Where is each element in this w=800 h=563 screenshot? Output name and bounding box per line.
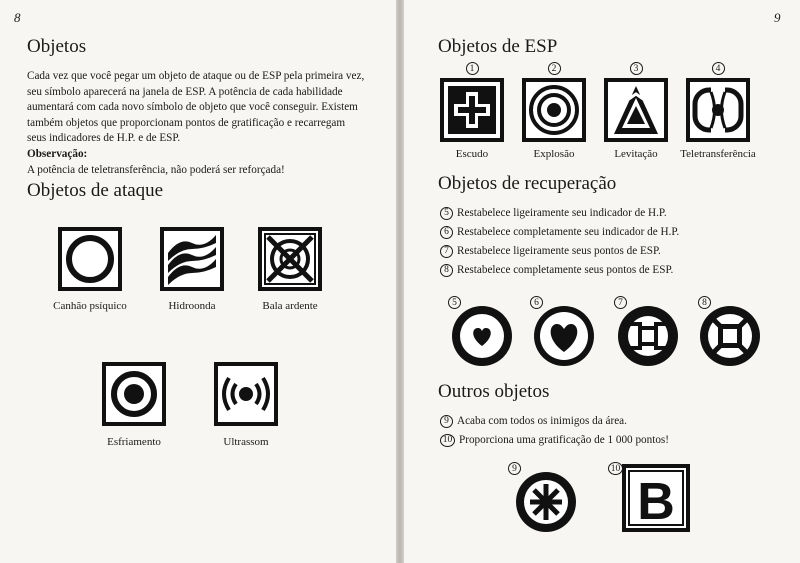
page-number-left: 8: [14, 10, 21, 25]
list-item-text: Restabelece ligeiramente seu indicador de H.P.: [457, 207, 667, 219]
esp-label: Explosão: [533, 148, 575, 160]
list-item-text: Acaba com todos os inimigos da área.: [457, 415, 627, 427]
esp-label: Escudo: [455, 148, 489, 160]
item-number: 7: [614, 296, 627, 309]
attack-item-burning-bullet: [258, 227, 322, 291]
bonus-b-icon: [622, 464, 690, 532]
left-page: [0, 0, 396, 563]
item-number: 1: [466, 62, 479, 75]
intro-text-block: [27, 69, 367, 178]
esp-item-explosion: [520, 62, 588, 142]
concentric-target-icon: [522, 78, 586, 142]
attack-label: Canhão psíquico: [53, 300, 127, 312]
small-esp-icon: [614, 302, 682, 370]
large-esp-icon: [696, 302, 764, 370]
attack-label: Ultrassom: [223, 436, 269, 448]
esp-item-levitation: [602, 62, 670, 142]
target-dot-icon: [102, 362, 166, 426]
ring-icon: [58, 227, 122, 291]
book-gutter: [396, 0, 404, 563]
item-number: 4: [712, 62, 725, 75]
list-item-text: Restabelece completamente seus pontos de ESP.: [457, 264, 674, 276]
item-number: 10: [608, 462, 623, 475]
item-number: 5: [440, 207, 453, 220]
intro-paragraph: Cada vez que você pegar um objeto de ataque ou de ESP pela primeira vez, seu símbolo aparecerá na janela de ESP. A potência de cada habilidade aumentará com cada novo símbolo de objeto que você conseguir. Existem também objetos que proporcionam pontos de gratificação e recarregam seus indicadores de H.P. e de ESP.: [27, 70, 365, 145]
attack-item-cooling: [102, 362, 166, 426]
right-page: [404, 0, 800, 563]
note-text: A potência de teletransferência, não poderá ser reforçada!: [27, 163, 285, 176]
item-number: 6: [440, 226, 453, 239]
note-label: Observação:: [27, 147, 88, 160]
page-number-right: 9: [774, 10, 781, 25]
crosshair-icon: [258, 227, 322, 291]
list-item: [440, 223, 679, 241]
item-number: 6: [530, 296, 543, 309]
attack-label: Hidroonda: [168, 300, 216, 312]
large-heart-icon: [530, 302, 598, 370]
item-number: 10: [440, 434, 455, 447]
list-item-text: Restabelece ligeiramente seus pontos de ESP.: [457, 245, 661, 257]
item-number: 5: [448, 296, 461, 309]
recovery-list: [440, 204, 780, 284]
wave-icon: [160, 227, 224, 291]
cross-shield-icon: [440, 78, 504, 142]
sound-wave-icon: [214, 362, 278, 426]
list-item-text: Proporciona uma gratificação de 1 000 pontos!: [459, 434, 670, 446]
list-item: [440, 412, 627, 430]
esp-label: Teletransferência: [680, 148, 756, 160]
other-list: [440, 412, 780, 452]
bonus-b-glyph: B: [637, 473, 675, 531]
attack-label: Bala ardente: [262, 300, 318, 312]
item-number: 3: [630, 62, 643, 75]
item-number: 8: [440, 264, 453, 277]
item-number: 2: [548, 62, 561, 75]
list-item: [440, 431, 669, 449]
list-item-text: Restabelece completamente seu indicador de H.P.: [457, 226, 680, 238]
section-title-objects: Objetos: [27, 36, 87, 57]
asterisk-bomb-icon: [512, 468, 580, 536]
item-number: 9: [508, 462, 521, 475]
section-title-esp: Objetos de ESP: [438, 36, 558, 57]
teleport-loop-icon: [686, 78, 750, 142]
list-item: [440, 261, 673, 279]
attack-item-ultrasound: [214, 362, 278, 426]
item-number: 8: [698, 296, 711, 309]
item-number: 7: [440, 245, 453, 258]
small-heart-icon: [448, 302, 516, 370]
section-title-recovery: Objetos de recuperação: [438, 173, 617, 194]
esp-item-teleport: [684, 62, 752, 142]
section-title-attack: Objetos de ataque: [27, 180, 164, 201]
attack-item-psychic-cannon: [58, 227, 122, 291]
section-title-other: Outros objetos: [438, 381, 550, 402]
esp-item-shield: [438, 62, 506, 142]
esp-label: Levitação: [614, 148, 658, 160]
list-item: [440, 204, 667, 222]
attack-label: Esfriamento: [107, 436, 161, 448]
attack-item-hydrowave: [160, 227, 224, 291]
list-item: [440, 242, 661, 260]
triangle-arrows-icon: [604, 78, 668, 142]
item-number: 9: [440, 415, 453, 428]
